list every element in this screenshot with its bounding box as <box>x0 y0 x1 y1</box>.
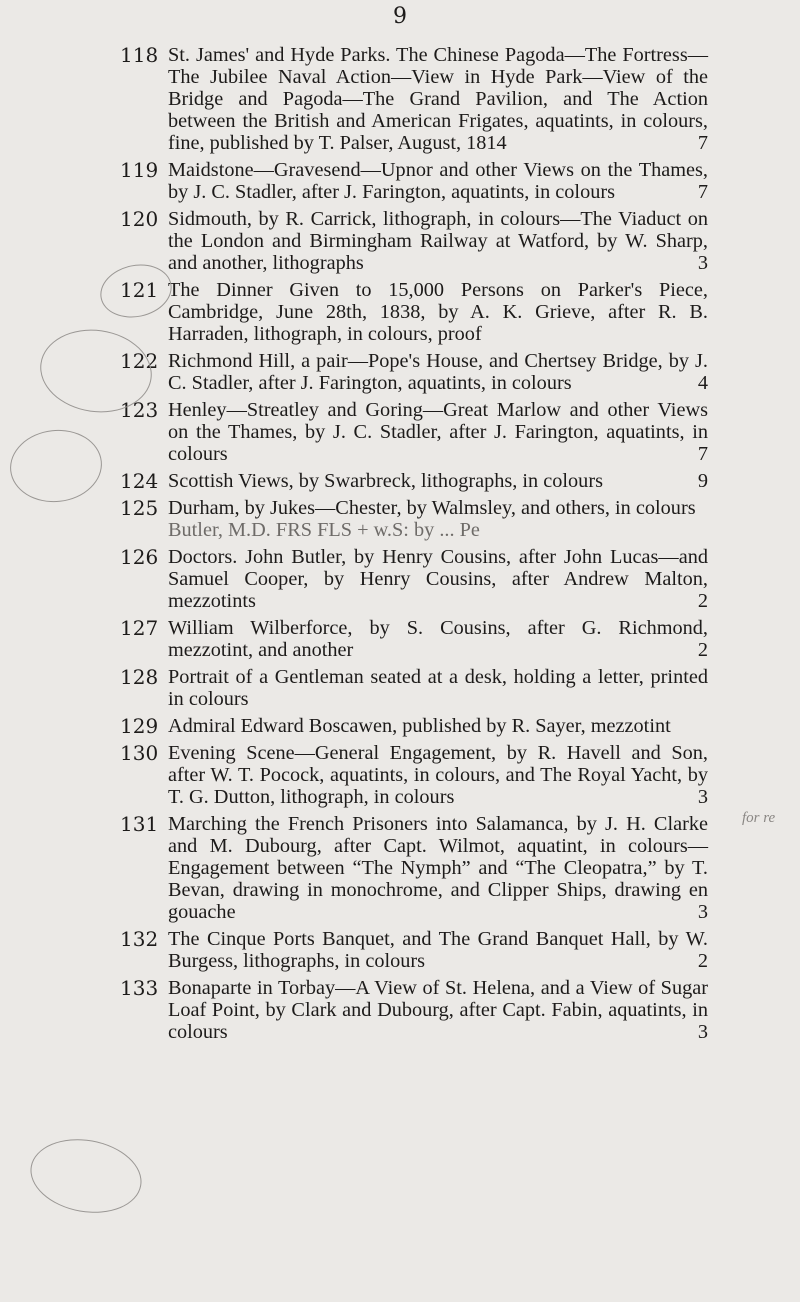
item-count: 3 <box>697 1021 708 1043</box>
catalogue-list <box>0 44 800 1048</box>
lot-number: 128 <box>120 665 159 689</box>
item-count: 9 <box>697 470 708 492</box>
entry-text: Marching the French Prisoners into Salamanca, by J. H. Clarke and M. Dubourg, after Capt. Wilmot, aquatint, in colours—Engagement between “The Nymph” and “The Cleopatra,” by T. Bevan, drawing in monochrome, and Clipper Ships, drawing en gouache 3 <box>168 813 708 923</box>
catalogue-entry <box>0 666 800 710</box>
catalogue-entry <box>0 497 800 541</box>
catalogue-entry <box>0 715 800 737</box>
entry-text: Maidstone—Gravesend—Upnor and other Views on the Thames, by J. C. Stadler, after J. Farington, aquatints, in colours 7 <box>168 159 708 203</box>
item-count: 2 <box>697 950 708 972</box>
catalogue-entry <box>0 813 800 923</box>
lot-number: 119 <box>120 158 159 182</box>
lot-number: 123 <box>120 398 159 422</box>
page-number: 9 <box>393 4 407 29</box>
item-count: 7 <box>697 132 708 154</box>
entry-text: Bonaparte in Torbay—A View of St. Helena, and a View of Sugar Loaf Point, by Clark and Dubourg, after Capt. Fabin, aquatints, in colours 3 <box>168 977 708 1043</box>
lot-number: 121 <box>120 278 159 302</box>
lot-number: 133 <box>120 976 159 1000</box>
catalogue-entry <box>0 208 800 274</box>
catalogue-entry <box>0 546 800 612</box>
entry-text: Durham, by Jukes—Chester, by Walmsley, and others, in colours Butler, M.D. FRS FLS + w.S: by ... Pe <box>168 497 696 541</box>
lot-number: 120 <box>120 207 159 231</box>
lot-number: 127 <box>120 616 159 640</box>
catalogue-entry <box>0 159 800 203</box>
entry-text: St. James' and Hyde Parks. The Chinese Pagoda—The Fortress—The Jubilee Naval Action—View in Hyde Park—View of the Bridge and Pagoda—The Grand Pavilion, and The Action between the British and American Frigates, aquatints, in colours, fine, published by T. Palser, August, 1814 7 <box>168 44 708 154</box>
lot-number: 122 <box>120 349 159 373</box>
entry-text: The Cinque Ports Banquet, and The Grand Banquet Hall, by W. Burgess, lithographs, in colours 2 <box>168 928 708 972</box>
item-count: 2 <box>697 590 708 612</box>
pencil-marginal-note: for re <box>742 810 776 826</box>
item-count: 2 <box>697 639 708 661</box>
catalogue-entry <box>0 928 800 972</box>
item-count: 7 <box>697 181 708 203</box>
lot-number: 132 <box>120 927 159 951</box>
handwritten-annotation: Butler, M.D. FRS FLS + w.S: by ... Pe <box>168 519 480 541</box>
catalogue-entry <box>0 742 800 808</box>
lot-number: 125 <box>120 496 159 520</box>
pencil-circle-mark <box>25 1131 148 1221</box>
entry-text: Doctors. John Butler, by Henry Cousins, after John Lucas—and Samuel Cooper, by Henry Cousins, after Andrew Malton, mezzotints 2 <box>168 546 708 612</box>
item-count: 4 <box>697 372 708 394</box>
entry-text: Sidmouth, by R. Carrick, lithograph, in colours—The Viaduct on the London and Birmingham Railway at Watford, by W. Sharp, and another, lithographs 3 <box>168 208 708 274</box>
entry-text: Admiral Edward Boscawen, published by R. Sayer, mezzotint <box>168 715 671 737</box>
entry-text: The Dinner Given to 15,000 Persons on Parker's Piece, Cambridge, June 28th, 1838, by A. K. Grieve, after R. B. Harraden, lithograph, in colours, proof <box>168 279 708 345</box>
lot-number: 131 <box>120 812 159 836</box>
lot-number: 126 <box>120 545 159 569</box>
item-count: 3 <box>697 901 708 923</box>
catalogue-entry <box>0 470 800 492</box>
entry-text: William Wilberforce, by S. Cousins, after G. Richmond, mezzotint, and another 2 <box>168 617 708 661</box>
entry-text: Richmond Hill, a pair—Pope's House, and Chertsey Bridge, by J. C. Stadler, after J. Farington, aquatints, in colours 4 <box>168 350 708 394</box>
catalogue-entry <box>0 617 800 661</box>
entry-text: Henley—Streatley and Goring—Great Marlow and other Views on the Thames, by J. C. Stadler, after J. Farington, aquatints, in colours 7 <box>168 399 708 465</box>
lot-number: 124 <box>120 469 159 493</box>
item-count: 3 <box>697 252 708 274</box>
lot-number: 129 <box>120 714 159 738</box>
entry-text: Portrait of a Gentleman seated at a desk, holding a letter, printed in colours <box>168 666 708 710</box>
item-count: 7 <box>697 443 708 465</box>
catalogue-entry <box>0 44 800 154</box>
lot-number: 118 <box>120 43 159 67</box>
catalogue-entry <box>0 977 800 1043</box>
entry-text: Scottish Views, by Swarbreck, lithographs, in colours 9 <box>168 470 708 492</box>
lot-number: 130 <box>120 741 159 765</box>
item-count: 3 <box>697 786 708 808</box>
entry-text: Evening Scene—General Engagement, by R. Havell and Son, after W. T. Pocock, aquatints, in colours, and The Royal Yacht, by T. G. Dutton, lithograph, in colours 3 <box>168 742 708 808</box>
